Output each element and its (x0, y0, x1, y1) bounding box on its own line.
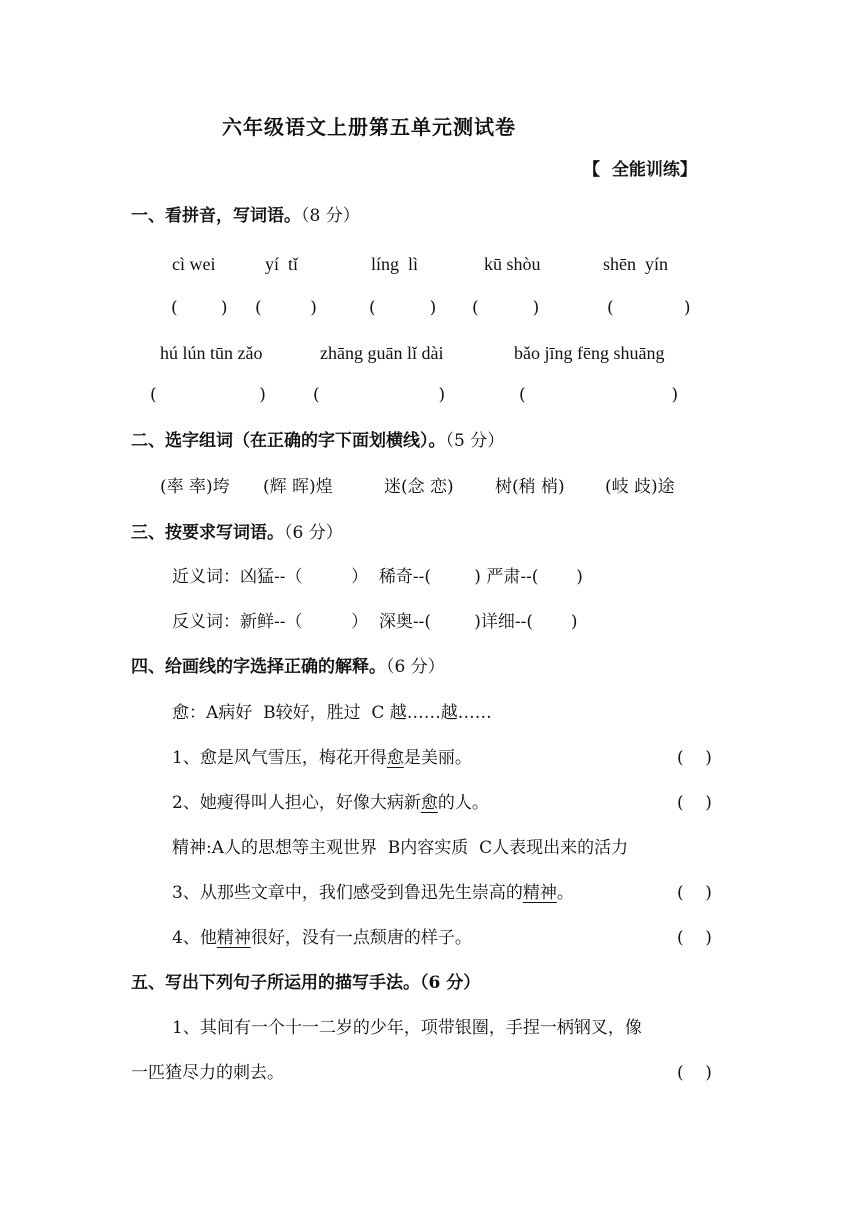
word-choice-item[interactable]: (岐 歧)途 (605, 477, 675, 497)
question-5-line-1: 1、其间有一个十一二岁的少年，项带银圈，手捏一柄钢叉，像 (172, 1018, 642, 1038)
section-1-title: 一、看拼音，写词语。 (131, 206, 301, 226)
question-text: 3、从那些文章中，我们感受到鲁迅先生崇高的 (172, 883, 523, 903)
section-5-heading: 五、写出下列句子所运用的描写手法。（6 分） (131, 973, 481, 993)
section-3-heading (131, 525, 343, 542)
answer-blank[interactable]: ( ) (677, 748, 712, 768)
pinyin-item: kū shòu (484, 254, 541, 274)
answer-blank[interactable]: ( ) (171, 298, 228, 318)
underlined-char: 愈 (386, 748, 404, 768)
underlined-word: 精神 (216, 928, 251, 948)
pinyin-item: cì wei (172, 254, 216, 274)
question-text: 。 (556, 883, 574, 903)
pinyin-item: zhāng guān lǐ dài (320, 343, 444, 363)
definition-line: 愈：A病好 B较好，胜过 C 越……越…… (172, 703, 492, 723)
word-choice-item[interactable]: 迷(念 恋) (384, 477, 454, 497)
question-1 (172, 750, 472, 767)
pinyin-item: bǎo jīng fēng shuāng (514, 343, 665, 363)
antonym-line: 反义词：新鲜--（ ） 深奥--( )详细--( ) (172, 612, 578, 632)
section-4-heading (131, 659, 445, 676)
section-2-heading (131, 433, 504, 450)
pinyin-item: shēn yín (603, 254, 668, 274)
question-3 (172, 885, 574, 902)
pinyin-item: yí tǐ (265, 254, 299, 274)
section-3-title: 三、按要求写词语。 (131, 523, 284, 543)
answer-blank[interactable]: ( ) (313, 385, 446, 405)
section-2-title: 二、选字组词（在正确的字下面划横线）。 (131, 431, 446, 451)
answer-blank[interactable]: ( ) (677, 928, 712, 948)
section-4-title: 四、给画线的字选择正确的解释。 (131, 657, 386, 677)
section-3-points: （6 分） (284, 523, 343, 543)
answer-blank[interactable]: ( ) (677, 1063, 712, 1083)
question-4 (172, 930, 472, 947)
word-choice-item[interactable]: 树(稍 梢) (495, 477, 565, 497)
section-4-points: （6 分） (386, 657, 445, 677)
answer-blank[interactable]: ( ) (607, 298, 691, 318)
question-text: 是美丽。 (403, 748, 472, 768)
question-5-line-2: 一匹猹尽力的刺去。 (131, 1063, 284, 1083)
answer-blank[interactable]: ( ) (255, 298, 317, 318)
answer-blank[interactable]: ( ) (519, 385, 679, 405)
pinyin-item: hú lún tūn zǎo (160, 343, 263, 363)
page-title: 六年级语文上册第五单元测试卷 (222, 115, 516, 139)
answer-blank[interactable]: ( ) (472, 298, 540, 318)
question-2 (172, 795, 489, 812)
underlined-char: 愈 (420, 793, 438, 813)
answer-blank[interactable]: ( ) (677, 793, 712, 813)
question-text: 1、愈是风气雪压，梅花开得 (172, 748, 387, 768)
word-choice-item[interactable]: (率 率)垮 (160, 477, 230, 497)
section-1-points: （8 分） (301, 206, 360, 226)
question-text: 4、他 (172, 928, 217, 948)
synonym-line: 近义词：凶猛--（ ） 稀奇--( ) 严肃--( ) (172, 567, 583, 587)
question-text: 2、她瘦得叫人担心，好像大病新 (172, 793, 421, 813)
pinyin-item: líng lì (371, 254, 419, 274)
section-1-heading (131, 208, 360, 225)
section-2-points: （5 分） (445, 431, 505, 451)
answer-blank[interactable]: ( ) (677, 883, 712, 903)
question-text: 很好，没有一点颓唐的样子。 (250, 928, 472, 948)
definition-line: 精神:A人的思想等主观世界 B内容实质 C人表现出来的活力 (172, 838, 629, 858)
answer-blank[interactable]: ( ) (369, 298, 437, 318)
word-choice-item[interactable]: (辉 晖)煌 (263, 477, 333, 497)
underlined-word: 精神 (522, 883, 557, 903)
section-tag: 【 全能训练】 (583, 160, 697, 180)
answer-blank[interactable]: ( ) (150, 385, 266, 405)
question-text: 的人。 (437, 793, 489, 813)
